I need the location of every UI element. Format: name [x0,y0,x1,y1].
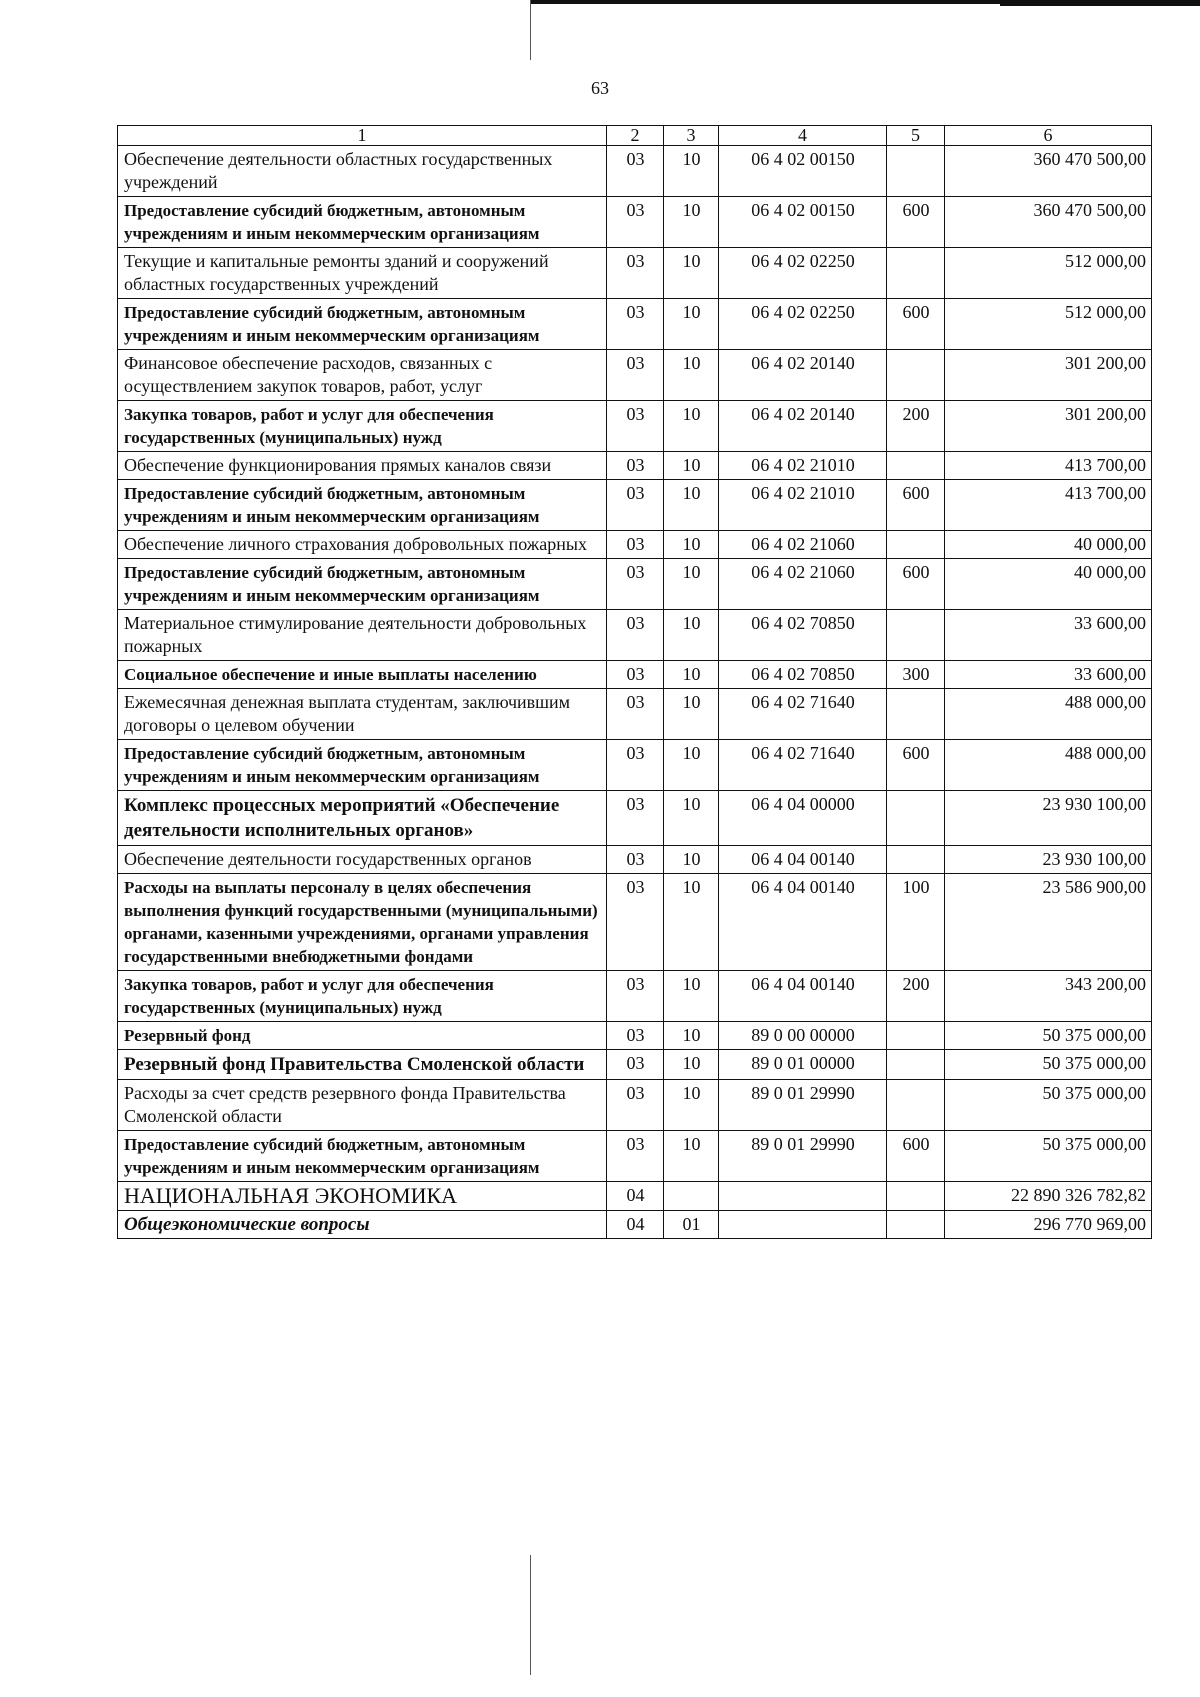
row-subsection-cell: 10 [664,1131,719,1182]
row-subsection-cell: 10 [664,846,719,874]
row-target-code-cell: 06 4 02 21060 [719,531,887,559]
row-section-cell: 04 [607,1182,664,1211]
row-section-cell: 03 [607,531,664,559]
row-subsection-cell: 10 [664,661,719,689]
table-row [118,531,1152,559]
row-target-code-cell: 89 0 01 00000 [719,1050,887,1080]
table-row [118,146,1152,197]
row-amount-cell: 23 930 100,00 [945,846,1152,874]
table-row [118,197,1152,248]
row-amount-cell: 512 000,00 [945,299,1152,350]
row-amount-cell: 50 375 000,00 [945,1080,1152,1131]
row-target-code-cell: 06 4 02 20140 [719,401,887,452]
scan-fold-line-top [530,0,531,60]
table-row [118,452,1152,480]
row-name-cell: Финансовое обеспечение расходов, связанных с осуществлением закупок товаров, работ, услуг [118,350,607,401]
row-subsection-cell: 10 [664,1080,719,1131]
header-col-6: 6 [945,126,1152,146]
row-name-cell: Ежемесячная денежная выплата студентам, заключившим договоры о целевом обучении [118,689,607,740]
table-row [118,661,1152,689]
row-name-cell: Закупка товаров, работ и услуг для обеспечения государственных (муниципальных) нужд [118,401,607,452]
row-amount-cell: 50 375 000,00 [945,1022,1152,1050]
row-section-cell: 03 [607,971,664,1022]
row-expense-type-cell [887,531,945,559]
row-name-cell: НАЦИОНАЛЬНАЯ ЭКОНОМИКА [118,1182,607,1211]
row-name-cell: Предоставление субсидий бюджетным, автономным учреждениям и иным некоммерческим организациям [118,559,607,610]
row-amount-cell: 413 700,00 [945,452,1152,480]
row-expense-type-cell [887,1211,945,1239]
row-expense-type-cell [887,350,945,401]
row-amount-cell: 33 600,00 [945,661,1152,689]
row-target-code-cell: 06 4 02 02250 [719,248,887,299]
row-target-code-cell: 06 4 04 00140 [719,874,887,971]
row-name-cell: Предоставление субсидий бюджетным, автономным учреждениям и иным некоммерческим организациям [118,1131,607,1182]
row-name-cell: Расходы на выплаты персоналу в целях обеспечения выполнения функций государственными (муниципальными) органами, казенными учреждениями, органами управления государственными внебюджетными фондами [118,874,607,971]
row-amount-cell: 360 470 500,00 [945,197,1152,248]
row-amount-cell: 343 200,00 [945,971,1152,1022]
row-name-cell: Материальное стимулирование деятельности добровольных пожарных [118,610,607,661]
row-expense-type-cell [887,791,945,846]
row-expense-type-cell: 600 [887,559,945,610]
row-expense-type-cell [887,689,945,740]
row-amount-cell: 512 000,00 [945,248,1152,299]
table-row [118,1211,1152,1239]
row-subsection-cell: 10 [664,197,719,248]
row-section-cell: 03 [607,299,664,350]
row-name-cell: Обеспечение функционирования прямых каналов связи [118,452,607,480]
table-body [118,146,1152,1239]
row-section-cell: 03 [607,559,664,610]
row-expense-type-cell [887,1182,945,1211]
row-section-cell: 03 [607,1050,664,1080]
row-name-cell: Предоставление субсидий бюджетным, автономным учреждениям и иным некоммерческим организациям [118,197,607,248]
table-row [118,401,1152,452]
row-subsection-cell: 10 [664,740,719,791]
row-expense-type-cell [887,846,945,874]
row-amount-cell: 33 600,00 [945,610,1152,661]
row-expense-type-cell: 200 [887,401,945,452]
row-amount-cell: 301 200,00 [945,401,1152,452]
row-target-code-cell: 06 4 02 00150 [719,146,887,197]
table-row [118,610,1152,661]
row-section-cell: 03 [607,480,664,531]
row-section-cell: 03 [607,689,664,740]
row-expense-type-cell: 200 [887,971,945,1022]
page-number: 63 [591,78,609,98]
row-target-code-cell: 06 4 02 21010 [719,452,887,480]
row-section-cell: 03 [607,661,664,689]
header-col-5: 5 [887,126,945,146]
row-subsection-cell: 10 [664,248,719,299]
budget-table [117,125,1152,1239]
row-section-cell: 04 [607,1211,664,1239]
row-name-cell: Обеспечение личного страхования добровольных пожарных [118,531,607,559]
row-expense-type-cell [887,452,945,480]
row-subsection-cell: 10 [664,531,719,559]
row-subsection-cell: 10 [664,874,719,971]
table-row [118,299,1152,350]
table-row [118,846,1152,874]
row-subsection-cell: 10 [664,971,719,1022]
row-section-cell: 03 [607,791,664,846]
row-amount-cell: 22 890 326 782,82 [945,1182,1152,1211]
row-subsection-cell: 10 [664,452,719,480]
row-amount-cell: 23 930 100,00 [945,791,1152,846]
row-name-cell: Резервный фонд Правительства Смоленской области [118,1050,607,1080]
row-name-cell: Обеспечение деятельности государственных органов [118,846,607,874]
row-amount-cell: 488 000,00 [945,689,1152,740]
row-expense-type-cell [887,610,945,661]
table-row [118,559,1152,610]
row-section-cell: 03 [607,1080,664,1131]
row-section-cell: 03 [607,1131,664,1182]
row-amount-cell: 40 000,00 [945,531,1152,559]
row-target-code-cell: 06 4 02 00150 [719,197,887,248]
row-expense-type-cell [887,146,945,197]
row-target-code-cell: 06 4 02 71640 [719,689,887,740]
table-row [118,480,1152,531]
row-target-code-cell: 89 0 01 29990 [719,1131,887,1182]
row-section-cell: 03 [607,874,664,971]
row-name-cell: Текущие и капитальные ремонты зданий и сооружений областных государственных учреждений [118,248,607,299]
row-section-cell: 03 [607,740,664,791]
row-name-cell: Обеспечение деятельности областных государственных учреждений [118,146,607,197]
row-subsection-cell: 10 [664,299,719,350]
table-header-row [118,126,1152,146]
row-expense-type-cell [887,1022,945,1050]
row-amount-cell: 488 000,00 [945,740,1152,791]
row-section-cell: 03 [607,1022,664,1050]
row-target-code-cell: 06 4 04 00140 [719,971,887,1022]
row-expense-type-cell: 600 [887,197,945,248]
row-target-code-cell [719,1182,887,1211]
table-row [118,874,1152,971]
row-amount-cell: 23 586 900,00 [945,874,1152,971]
row-target-code-cell: 06 4 02 20140 [719,350,887,401]
row-target-code-cell: 06 4 02 21060 [719,559,887,610]
header-col-4: 4 [719,126,887,146]
table-row [118,1022,1152,1050]
row-name-cell: Предоставление субсидий бюджетным, автономным учреждениям и иным некоммерческим организациям [118,299,607,350]
row-section-cell: 03 [607,248,664,299]
row-section-cell: 03 [607,401,664,452]
row-subsection-cell: 10 [664,480,719,531]
row-name-cell: Предоставление субсидий бюджетным, автономным учреждениям и иным некоммерческим организациям [118,740,607,791]
row-subsection-cell: 10 [664,559,719,610]
row-target-code-cell: 06 4 04 00140 [719,846,887,874]
row-target-code-cell: 89 0 01 29990 [719,1080,887,1131]
row-section-cell: 03 [607,197,664,248]
table-row [118,248,1152,299]
row-section-cell: 03 [607,610,664,661]
table-row [118,740,1152,791]
row-subsection-cell: 10 [664,146,719,197]
row-amount-cell: 413 700,00 [945,480,1152,531]
row-expense-type-cell [887,1080,945,1131]
row-target-code-cell: 06 4 02 70850 [719,610,887,661]
row-subsection-cell: 10 [664,401,719,452]
row-target-code-cell: 06 4 04 00000 [719,791,887,846]
header-col-3: 3 [664,126,719,146]
table-row [118,1080,1152,1131]
row-subsection-cell: 01 [664,1211,719,1239]
row-expense-type-cell: 600 [887,740,945,791]
row-target-code-cell: 06 4 02 21010 [719,480,887,531]
table-row [118,350,1152,401]
row-subsection-cell: 10 [664,791,719,846]
row-amount-cell: 50 375 000,00 [945,1050,1152,1080]
scan-fold-line-bottom [530,1555,531,1675]
row-expense-type-cell [887,1050,945,1080]
row-name-cell: Резервный фонд [118,1022,607,1050]
row-subsection-cell: 10 [664,610,719,661]
table-row [118,1182,1152,1211]
row-section-cell: 03 [607,146,664,197]
row-subsection-cell: 10 [664,1022,719,1050]
row-name-cell: Расходы за счет средств резервного фонда Правительства Смоленской области [118,1080,607,1131]
row-amount-cell: 50 375 000,00 [945,1131,1152,1182]
row-name-cell: Комплекс процессных мероприятий «Обеспечение деятельности исполнительных органов» [118,791,607,846]
row-expense-type-cell: 600 [887,299,945,350]
row-name-cell: Общеэкономические вопросы [118,1211,607,1239]
row-target-code-cell: 06 4 02 02250 [719,299,887,350]
table-row [118,971,1152,1022]
table-row [118,791,1152,846]
row-section-cell: 03 [607,452,664,480]
row-target-code-cell: 06 4 02 71640 [719,740,887,791]
row-subsection-cell [664,1182,719,1211]
row-expense-type-cell [887,248,945,299]
row-amount-cell: 360 470 500,00 [945,146,1152,197]
header-col-2: 2 [607,126,664,146]
scan-edge-bar-thick [1000,0,1200,6]
row-target-code-cell [719,1211,887,1239]
row-target-code-cell: 06 4 02 70850 [719,661,887,689]
row-amount-cell: 40 000,00 [945,559,1152,610]
row-subsection-cell: 10 [664,689,719,740]
row-expense-type-cell: 300 [887,661,945,689]
table-row [118,689,1152,740]
row-amount-cell: 296 770 969,00 [945,1211,1152,1239]
row-subsection-cell: 10 [664,1050,719,1080]
row-expense-type-cell: 600 [887,1131,945,1182]
row-expense-type-cell: 600 [887,480,945,531]
table-row [118,1131,1152,1182]
row-subsection-cell: 10 [664,350,719,401]
table-row [118,1050,1152,1080]
header-col-1: 1 [118,126,607,146]
row-name-cell: Предоставление субсидий бюджетным, автономным учреждениям и иным некоммерческим организациям [118,480,607,531]
row-section-cell: 03 [607,350,664,401]
row-target-code-cell: 89 0 00 00000 [719,1022,887,1050]
row-section-cell: 03 [607,846,664,874]
row-name-cell: Закупка товаров, работ и услуг для обеспечения государственных (муниципальных) нужд [118,971,607,1022]
row-amount-cell: 301 200,00 [945,350,1152,401]
row-name-cell: Социальное обеспечение и иные выплаты населению [118,661,607,689]
row-expense-type-cell: 100 [887,874,945,971]
